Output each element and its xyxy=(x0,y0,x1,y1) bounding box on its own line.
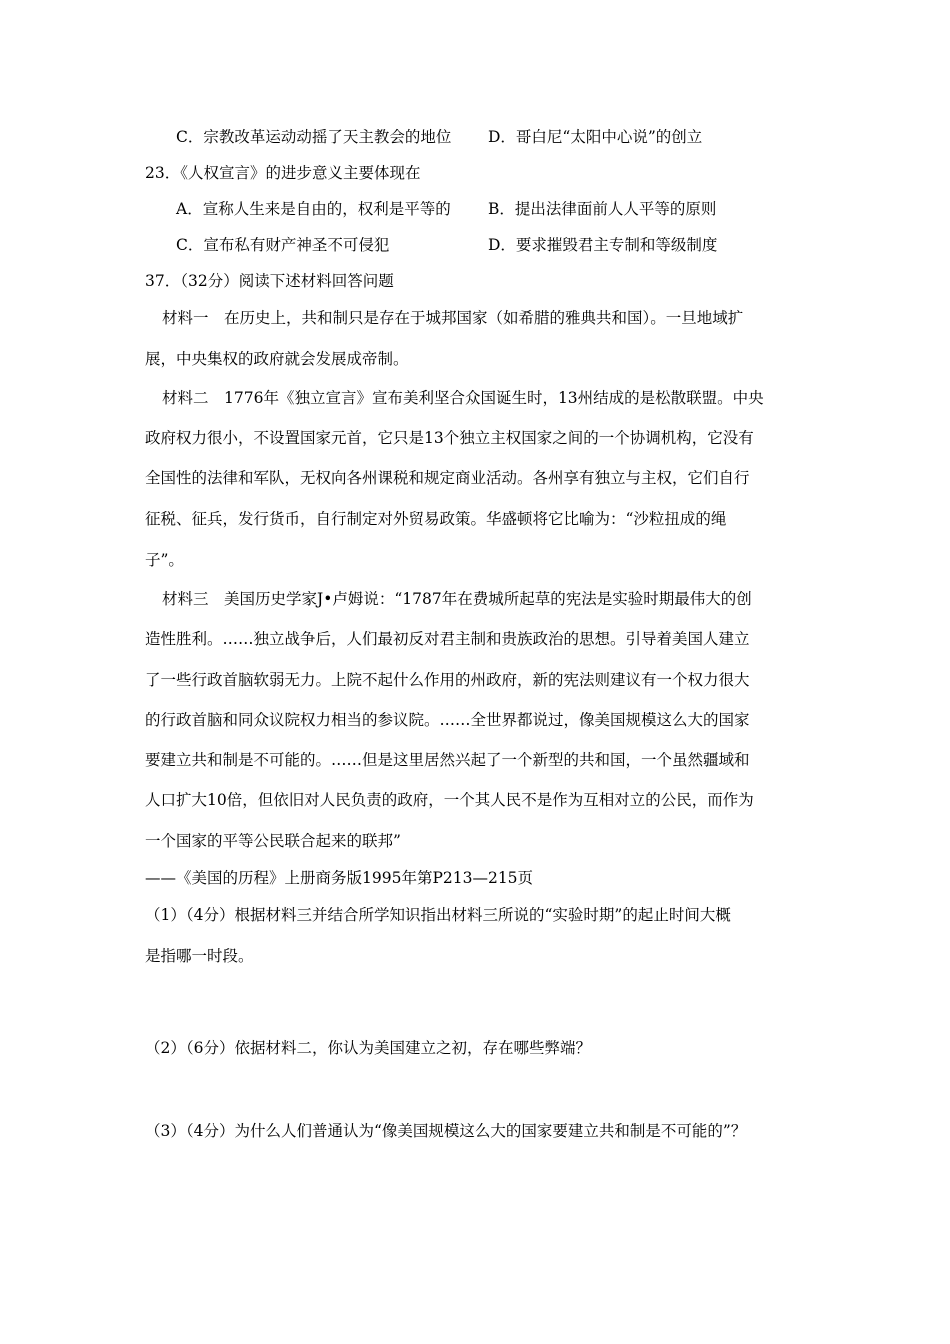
material3-line: 了一些行政首脑软弱无力。上院不起什么作用的州政府，新的宪法则建议有一个权力很大 xyxy=(145,671,750,689)
material3-line: 一个国家的平等公民联合起来的联邦” xyxy=(145,832,401,850)
material1-line: 展，中央集权的政府就会发展成帝制。 xyxy=(145,350,409,368)
subquestion-1-line: （1）（4分）根据材料三并结合所学知识指出材料三所说的“实验时期”的起止时间大概 xyxy=(145,906,731,924)
subquestion-3: （3）（4分）为什么人们普通认为“像美国规模这么大的国家要建立共和制是不可能的”？ xyxy=(145,1122,747,1140)
material2-line: 全国性的法律和军队，无权向各州课税和规定商业活动。各州享有独立与主权，它们自行 xyxy=(145,469,750,487)
q22-option-d: D．哥白尼“太阳中心说”的创立 xyxy=(488,128,703,146)
material2-line: 材料二 1776年《独立宣言》宣布美利坚合众国诞生时，13州结成的是松散联盟。中央 xyxy=(162,389,764,407)
material2-line: 政府权力很小，不设置国家元首，它只是13个独立主权国家之间的一个协调机构，它没有 xyxy=(145,429,754,447)
q23-option-d: D．要求摧毁君主专制和等级制度 xyxy=(488,236,718,254)
material2-line: 子”。 xyxy=(145,551,184,569)
source-citation: ——《美国的历程》上册商务版1995年第P213—215页 xyxy=(145,869,534,887)
q23-option-a: A．宣称人生来是自由的，权利是平等的 xyxy=(176,200,451,218)
q22-option-c: C．宗教改革运动动摇了天主教会的地位 xyxy=(176,128,452,146)
material3-line: 造性胜利。……独立战争后，人们最初反对君主制和贵族政治的思想。引导着美国人建立 xyxy=(145,630,750,648)
q23-option-c: C．宣布私有财产神圣不可侵犯 xyxy=(176,236,390,254)
subquestion-1-line: 是指哪一时段。 xyxy=(145,947,254,965)
material3-line: 材料三 美国历史学家J•卢姆说：“1787年在费城所起草的宪法是实验时期最伟大的创 xyxy=(162,590,752,608)
q37-stem: 37．（32分）阅读下述材料回答问题 xyxy=(145,272,394,290)
material3-line: 人口扩大10倍，但依旧对人民负责的政府，一个其人民不是作为互相对立的公民，而作为 xyxy=(145,791,754,809)
q23-option-b: B．提出法律面前人人平等的原则 xyxy=(488,200,717,218)
q23-stem: 23．《人权宣言》的进步意义主要体现在 xyxy=(145,164,421,182)
subquestion-2: （2）（6分）依据材料二，你认为美国建立之初，存在哪些弊端？ xyxy=(145,1039,591,1057)
material3-line: 的行政首脑和同众议院权力相当的参议院。……全世界都说过，像美国规模这么大的国家 xyxy=(145,711,750,729)
material3-line: 要建立共和制是不可能的。……但是这里居然兴起了一个新型的共和国，一个虽然疆域和 xyxy=(145,751,750,769)
material1-line: 材料一 在历史上，共和制只是存在于城邦国家（如希腊的雅典共和国）。一旦地域扩 xyxy=(162,309,744,327)
material2-line: 征税、征兵，发行货币，自行制定对外贸易政策。华盛顿将它比喻为：“沙粒扭成的绳 xyxy=(145,510,727,528)
